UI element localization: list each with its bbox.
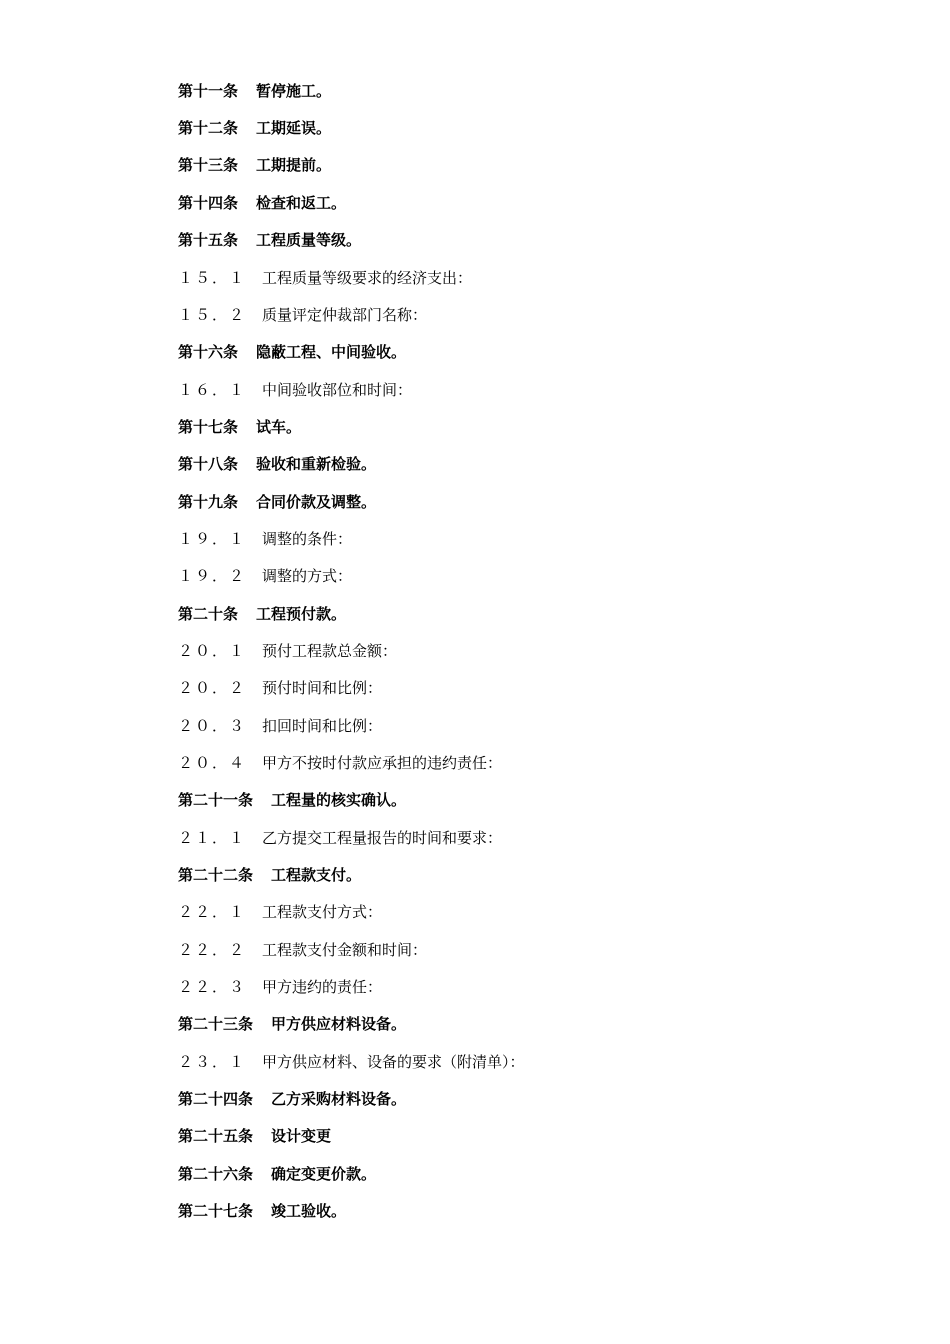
subclause-19-1 — [178, 521, 352, 558]
clause-title: 试车。 — [256, 418, 302, 436]
clause-number: 第十三条 — [178, 156, 239, 174]
clause-25 — [178, 1118, 331, 1155]
subclause-number: ２２．２ — [178, 941, 247, 959]
subclause-text: 工程款支付方式： — [262, 903, 383, 921]
clause-title: 工程量的核实确认。 — [271, 791, 407, 809]
clause-number: 第十六条 — [178, 343, 239, 361]
clause-title: 确定变更价款。 — [271, 1165, 377, 1183]
subclause-number: ２２．３ — [178, 978, 247, 996]
clause-number: 第二十七条 — [178, 1202, 254, 1220]
clause-26 — [178, 1156, 376, 1193]
clause-11 — [178, 73, 331, 110]
clause-number: 第二十三条 — [178, 1015, 254, 1033]
clause-title: 乙方采购材料设备。 — [271, 1090, 407, 1108]
subclause-22-3 — [178, 969, 382, 1006]
clause-number: 第十七条 — [178, 418, 239, 436]
subclause-number: １９．２ — [178, 567, 247, 585]
subclause-text: 中间验收部位和时间： — [262, 381, 413, 399]
clause-title: 工期提前。 — [256, 156, 332, 174]
subclause-20-2 — [178, 670, 382, 707]
subclause-text: 调整的条件： — [262, 530, 353, 548]
subclause-text: 甲方违约的责任： — [262, 978, 383, 996]
subclause-number: １９．１ — [178, 530, 247, 548]
clause-number: 第十二条 — [178, 119, 239, 137]
clause-title: 工程质量等级。 — [256, 231, 362, 249]
subclause-20-1 — [178, 633, 397, 670]
clause-title: 检查和返工。 — [256, 194, 347, 212]
subclause-15-2 — [178, 297, 427, 334]
subclause-16-1 — [178, 372, 412, 409]
subclause-text: 工程质量等级要求的经济支出： — [262, 269, 473, 287]
clause-18 — [178, 446, 376, 483]
subclause-text: 扣回时间和比例： — [262, 717, 383, 735]
clause-15 — [178, 222, 361, 259]
subclause-19-2 — [178, 558, 352, 595]
clause-13 — [178, 147, 331, 184]
clause-number: 第二十四条 — [178, 1090, 254, 1108]
clause-number: 第十八条 — [178, 455, 239, 473]
clause-12 — [178, 110, 331, 147]
subclause-21-1 — [178, 820, 502, 857]
clause-title: 竣工验收。 — [271, 1202, 347, 1220]
clause-number: 第二十条 — [178, 605, 239, 623]
clause-16 — [178, 334, 406, 371]
clause-14 — [178, 185, 346, 222]
subclause-number: １５．２ — [178, 306, 247, 324]
clause-title: 验收和重新检验。 — [256, 455, 377, 473]
subclause-number: ２０．３ — [178, 717, 247, 735]
subclause-22-2 — [178, 932, 427, 969]
clause-title: 设计变更 — [271, 1127, 332, 1145]
subclause-22-1 — [178, 894, 382, 931]
subclause-text: 乙方提交工程量报告的时间和要求： — [262, 829, 503, 847]
subclause-number: ２３．１ — [178, 1053, 247, 1071]
subclause-number: ２０．４ — [178, 754, 247, 772]
subclause-text: 调整的方式： — [262, 567, 353, 585]
subclause-text: 甲方供应材料、设备的要求（附清单）： — [262, 1053, 525, 1071]
clause-title: 甲方供应材料设备。 — [271, 1015, 407, 1033]
clause-number: 第二十一条 — [178, 791, 254, 809]
subclause-text: 预付工程款总金额： — [262, 642, 398, 660]
clause-22 — [178, 857, 361, 894]
subclause-15-1 — [178, 260, 472, 297]
subclause-text: 预付时间和比例： — [262, 679, 383, 697]
clause-title: 暂停施工。 — [256, 82, 332, 100]
clause-number: 第十四条 — [178, 194, 239, 212]
subclause-20-3 — [178, 708, 382, 745]
clause-number: 第二十二条 — [178, 866, 254, 884]
clause-20 — [178, 596, 346, 633]
subclause-number: ２０．１ — [178, 642, 247, 660]
clause-title: 合同价款及调整。 — [256, 493, 377, 511]
subclause-number: １５．１ — [178, 269, 247, 287]
subclause-number: ２０．２ — [178, 679, 247, 697]
clause-23 — [178, 1006, 406, 1043]
subclause-text: 工程款支付金额和时间： — [262, 941, 428, 959]
clause-number: 第二十六条 — [178, 1165, 254, 1183]
subclause-number: ２１．１ — [178, 829, 247, 847]
clause-number: 第十五条 — [178, 231, 239, 249]
clause-title: 隐蔽工程、中间验收。 — [256, 343, 407, 361]
clause-21 — [178, 782, 406, 819]
clause-number: 第二十五条 — [178, 1127, 254, 1145]
subclause-number: ２２．１ — [178, 903, 247, 921]
subclause-text: 质量评定仲裁部门名称： — [262, 306, 428, 324]
clause-19 — [178, 484, 376, 521]
clause-27 — [178, 1193, 346, 1230]
clause-number: 第十一条 — [178, 82, 239, 100]
clause-number: 第十九条 — [178, 493, 239, 511]
clause-title: 工程款支付。 — [271, 866, 362, 884]
clause-title: 工程预付款。 — [256, 605, 347, 623]
subclause-23-1 — [178, 1044, 525, 1081]
clause-24 — [178, 1081, 406, 1118]
subclause-20-4 — [178, 745, 502, 782]
subclause-text: 甲方不按时付款应承担的违约责任： — [262, 754, 503, 772]
clause-title: 工期延误。 — [256, 119, 332, 137]
subclause-number: １６．１ — [178, 381, 247, 399]
clause-17 — [178, 409, 301, 446]
